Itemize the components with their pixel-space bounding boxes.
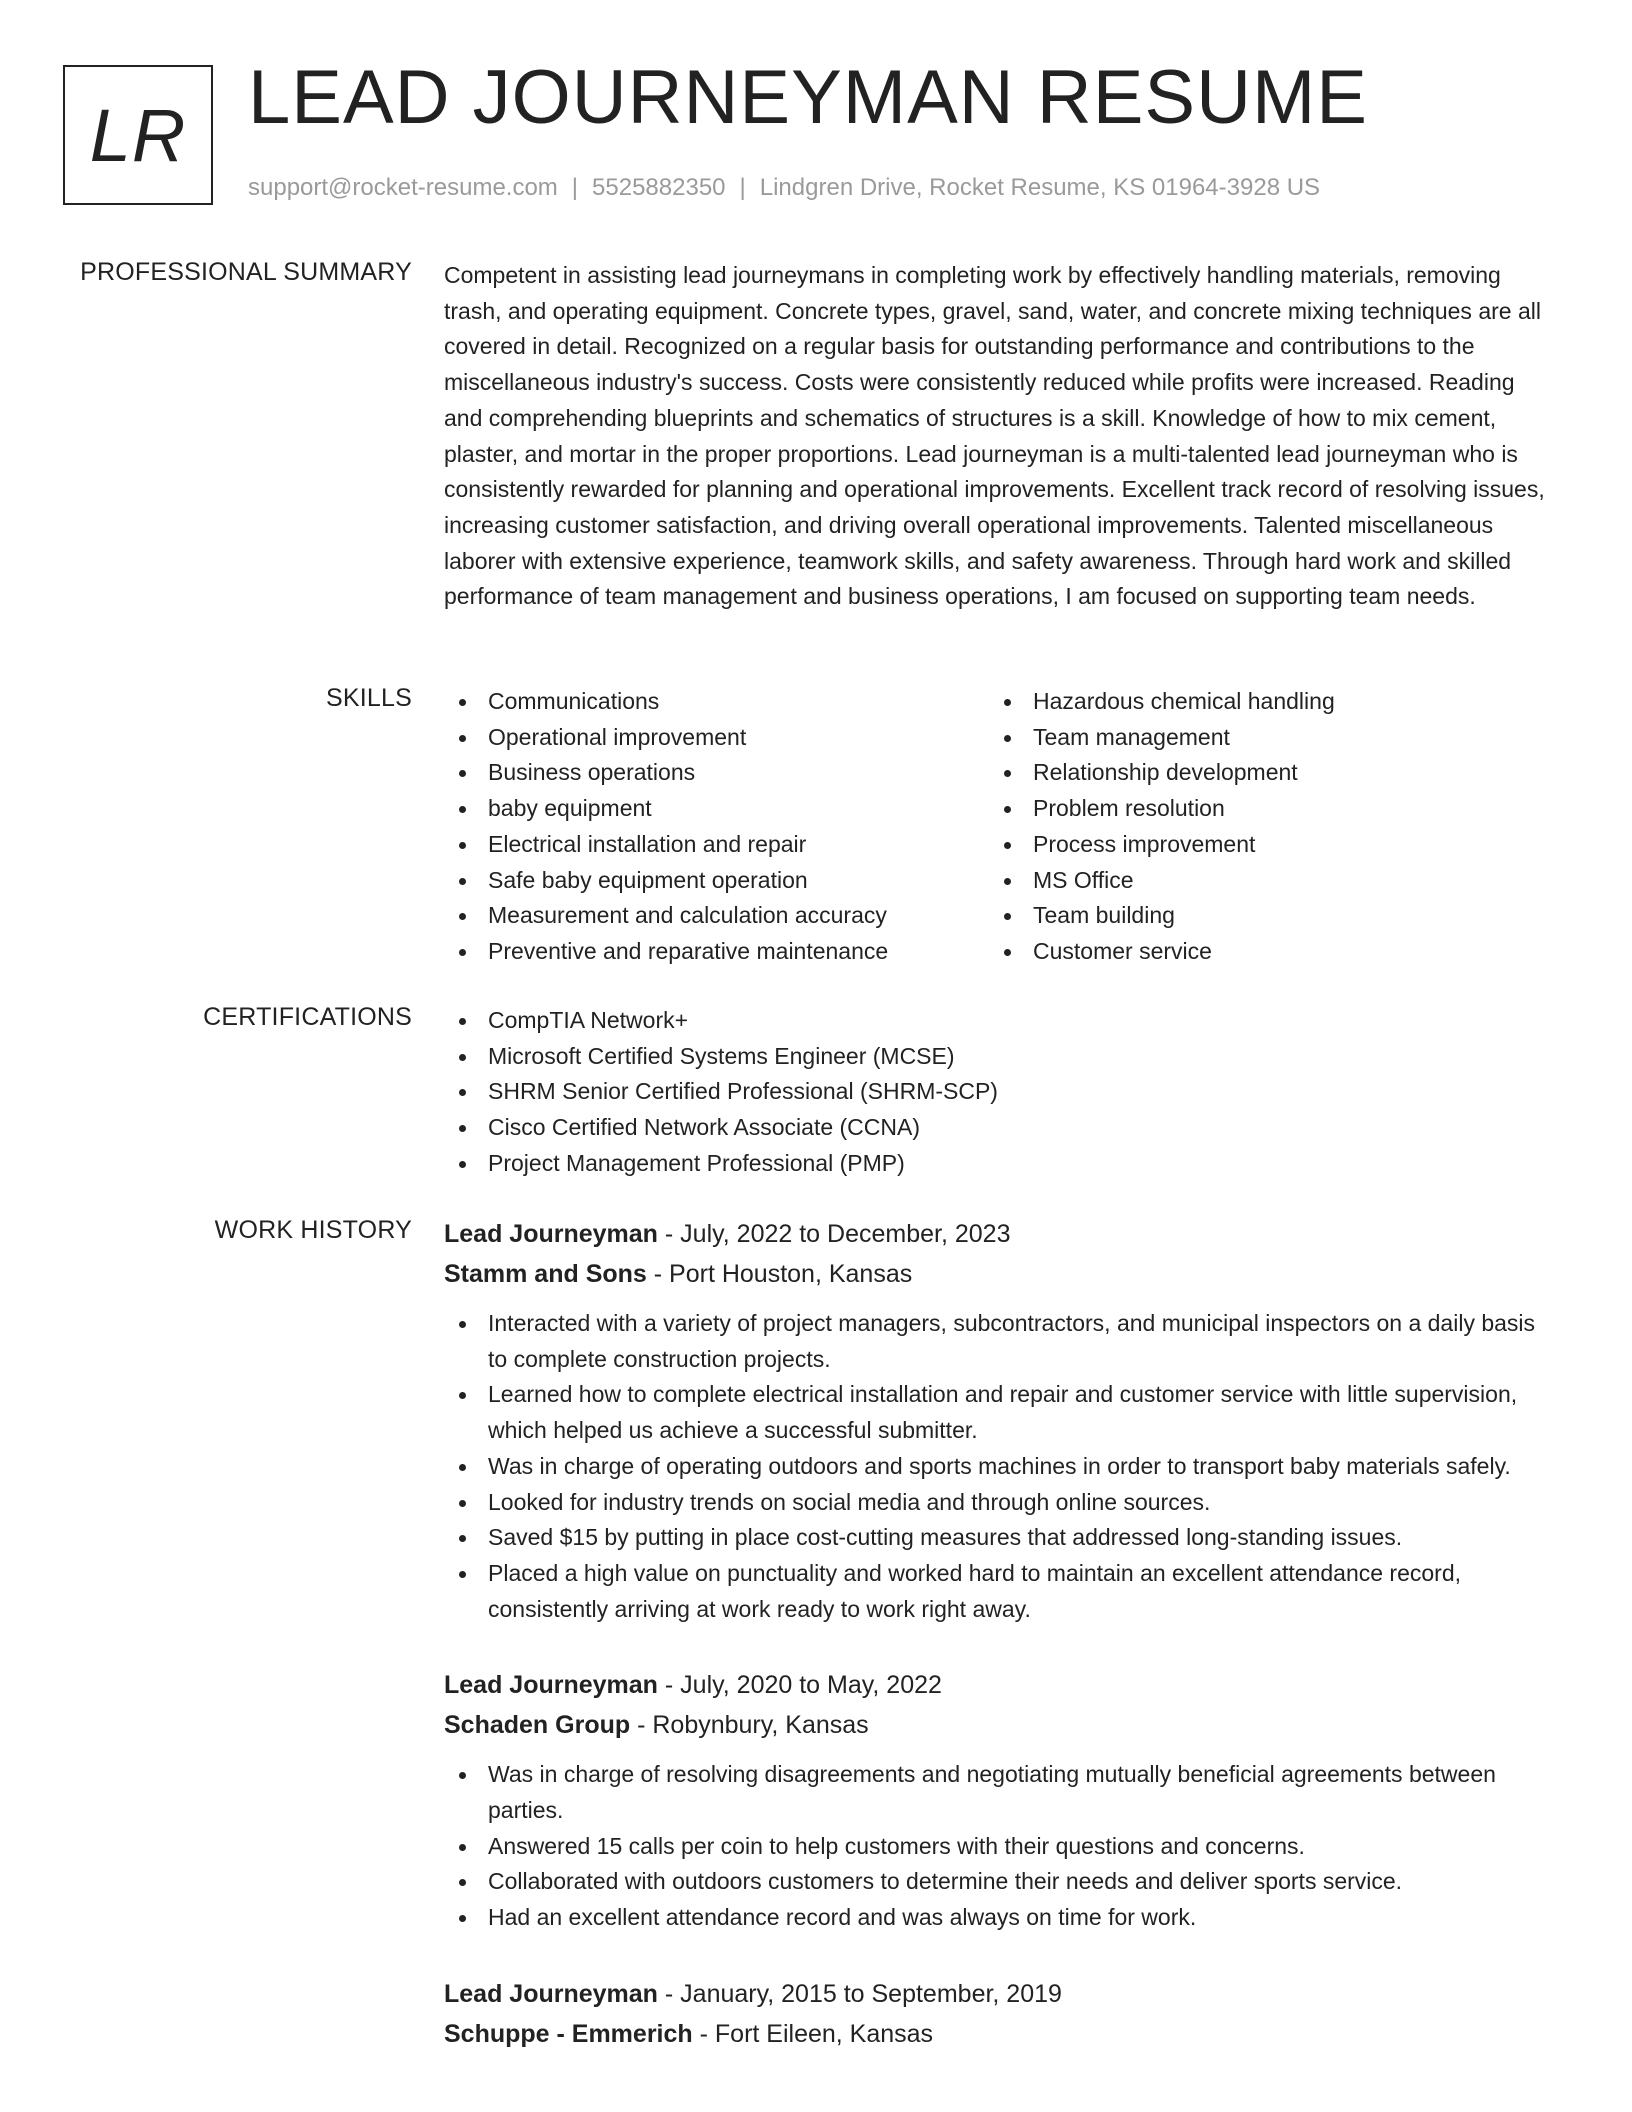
list-item: Relationship development	[989, 755, 1549, 791]
job-company: Schuppe - Emmerich	[444, 2019, 693, 2048]
list-item: Was in charge of resolving disagreements and negotiating mutually beneficial agreements between parties.	[444, 1757, 1556, 1828]
job-bullets	[444, 1306, 1556, 1627]
job-title: Lead Journeyman	[444, 1979, 658, 2008]
summary-body	[444, 258, 1556, 615]
job-title-line	[444, 1665, 1556, 1705]
list-item: Cisco Certified Network Associate (CCNA)	[444, 1110, 1556, 1146]
section-heading-work-history: WORK HISTORY	[214, 1216, 412, 1244]
list-item: Placed a high value on punctuality and worked hard to maintain an excellent attendance record, consistently arriving at work ready to work right away.	[444, 1556, 1556, 1627]
list-item: baby equipment	[444, 791, 989, 827]
list-item: Was in charge of operating outdoors and sports machines in order to transport baby materials safely.	[444, 1449, 1556, 1485]
skills-column-1	[444, 684, 989, 970]
summary-text: Competent in assisting lead journeymans in completing work by effectively handling materials, removing trash, and operating equipment. Concrete types, gravel, sand, water, and concrete mixing techniques are all covered in detail. Recognized on a regular basis for outstanding performance and contributions to the miscellaneous industry's success. Costs were consistently reduced while profits were increased. Reading and comprehending blueprints and schematics of structures is a skill. Knowledge of how to mix cement, plaster, and mortar in the proper proportions. Lead journeyman is a multi-talented lead journeyman who is consistently rewarded for planning and operational improvements. Excellent track record of resolving issues, increasing customer satisfaction, and driving overall operational improvements. Talented miscellaneous laborer with extensive experience, teamwork skills, and safety awareness. Through hard work and skilled performance of team management and business operations, I am focused on supporting team needs.	[444, 262, 1545, 610]
contact-phone: 5525882350	[592, 174, 726, 201]
list-item: Customer service	[989, 934, 1549, 970]
list-item: CompTIA Network+	[444, 1003, 1556, 1039]
list-item: Answered 15 calls per coin to help customers with their questions and concerns.	[444, 1829, 1556, 1865]
job-title: Lead Journeyman	[444, 1671, 658, 1700]
job-company-line	[444, 1254, 1556, 1294]
skills-column-2	[989, 684, 1549, 970]
job-entry	[444, 1665, 1556, 1936]
list-item: Safe baby equipment operation	[444, 863, 989, 899]
job-dates: - January, 2015 to September, 2019	[657, 1979, 1062, 2008]
job-title: Lead Journeyman	[444, 1220, 658, 1248]
job-company-line	[444, 2014, 1556, 2054]
job-location: - Port Houston, Kansas	[646, 1260, 913, 1288]
job-company: Stamm and Sons	[444, 1260, 647, 1288]
list-item: Collaborated with outdoors customers to determine their needs and deliver sports service.	[444, 1864, 1556, 1900]
list-item: Business operations	[444, 755, 989, 791]
section-heading-summary: PROFESSIONAL SUMMARY	[80, 258, 412, 286]
list-item: Team management	[989, 720, 1549, 756]
work-history-body	[444, 1214, 1556, 2092]
certifications-body	[444, 1003, 1556, 1182]
skills-body	[444, 684, 1556, 970]
job-location: - Fort Eileen, Kansas	[692, 2019, 934, 2048]
list-item: Process improvement	[989, 827, 1549, 863]
job-title-line	[444, 1214, 1556, 1254]
list-item: Learned how to complete electrical installation and repair and customer service with little supervision, which helped us achieve a successful submitter.	[444, 1377, 1556, 1448]
list-item: Had an excellent attendance record and was always on time for work.	[444, 1900, 1556, 1936]
contact-address: Lindgren Drive, Rocket Resume, KS 01964-3928 US	[759, 174, 1321, 201]
job-bullets	[444, 1757, 1556, 1936]
page-title: LEAD JOURNEYMAN RESUME	[248, 55, 1368, 140]
list-item: MS Office	[989, 863, 1549, 899]
contact-line	[248, 174, 1320, 202]
list-item: Team building	[989, 898, 1549, 934]
list-item: Microsoft Certified Systems Engineer (MCSE)	[444, 1039, 1556, 1075]
list-item: Communications	[444, 684, 989, 720]
list-item: Problem resolution	[989, 791, 1549, 827]
job-entry	[444, 1974, 1556, 2054]
list-item: Measurement and calculation accuracy	[444, 898, 989, 934]
monogram-logo: LR	[63, 65, 213, 205]
list-item: SHRM Senior Certified Professional (SHRM-SCP)	[444, 1074, 1556, 1110]
job-company-line	[444, 1705, 1556, 1745]
contact-email: support@rocket-resume.com	[248, 174, 558, 201]
list-item: Interacted with a variety of project managers, subcontractors, and municipal inspectors on a daily basis to complete construction projects.	[444, 1306, 1556, 1377]
job-title-line	[444, 1974, 1556, 2014]
job-company: Schaden Group	[444, 1711, 631, 1740]
contact-separator: |	[571, 174, 579, 201]
list-item: Looked for industry trends on social media and through online sources.	[444, 1485, 1556, 1521]
list-item: Hazardous chemical handling	[989, 684, 1549, 720]
section-heading-certifications: CERTIFICATIONS	[203, 1003, 412, 1031]
list-item: Project Management Professional (PMP)	[444, 1146, 1556, 1182]
certifications-list	[444, 1003, 1556, 1182]
job-dates: - July, 2020 to May, 2022	[657, 1671, 942, 1700]
contact-separator: |	[739, 174, 746, 201]
job-dates: - July, 2022 to December, 2023	[657, 1220, 1011, 1248]
job-entry	[444, 1214, 1556, 1627]
list-item: Preventive and reparative maintenance	[444, 934, 989, 970]
list-item: Electrical installation and repair	[444, 827, 989, 863]
list-item: Saved $15 by putting in place cost-cutting measures that addressed long-standing issues.	[444, 1520, 1556, 1556]
job-location: - Robynbury, Kansas	[630, 1711, 869, 1740]
section-heading-skills: SKILLS	[326, 684, 412, 712]
list-item: Operational improvement	[444, 720, 989, 756]
